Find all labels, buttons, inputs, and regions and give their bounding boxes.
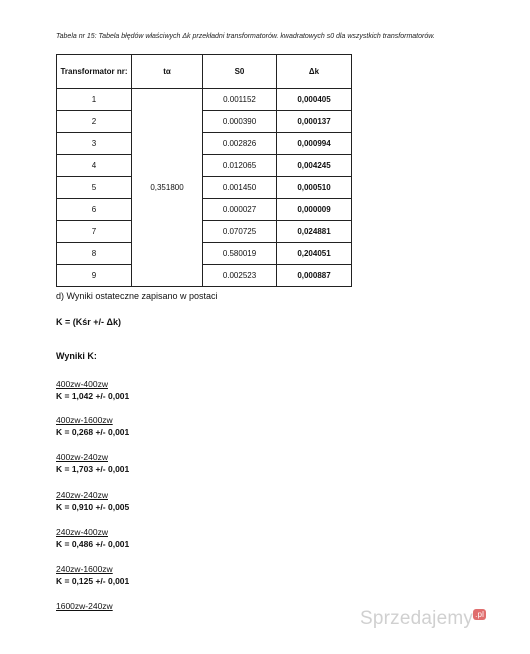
cell-nr: 1	[57, 89, 132, 111]
table-caption: Tabela nr 15: Tabela błędów właściwych Δk przekładni transformatorów. kwadratowych s0 dla wszystkich transformatorów.	[56, 33, 435, 40]
table-header-row	[57, 55, 352, 89]
result-value: K = 0,486 +/- 0,001	[56, 539, 130, 549]
cell-s0: 0.001152	[203, 89, 277, 111]
table-row	[57, 155, 352, 177]
cell-nr: 4	[57, 155, 132, 177]
header-s0: S0	[203, 55, 277, 89]
result-label: 400zw-400zw	[56, 379, 108, 389]
cell-delta-k: 0,000510	[277, 177, 352, 199]
cell-delta-k: 0,000405	[277, 89, 352, 111]
result-label: 1600zw-240zw	[56, 601, 113, 611]
cell-delta-k: 0,000137	[277, 111, 352, 133]
cell-nr: 5	[57, 177, 132, 199]
cell-s0: 0.001450	[203, 177, 277, 199]
table-row	[57, 265, 352, 287]
cell-s0: 0.000390	[203, 111, 277, 133]
table-row	[57, 243, 352, 265]
error-table	[56, 54, 352, 287]
cell-delta-k: 0,000994	[277, 133, 352, 155]
cell-nr: 3	[57, 133, 132, 155]
result-item	[56, 600, 113, 612]
results-heading: Wyniki K:	[56, 351, 97, 361]
result-value: K = 0,910 +/- 0,005	[56, 502, 130, 512]
result-label: 240zw-400zw	[56, 527, 108, 537]
table-row	[57, 89, 352, 111]
cell-s0: 0.012065	[203, 155, 277, 177]
result-item	[56, 563, 129, 587]
cell-nr: 7	[57, 221, 132, 243]
cell-delta-k: 0,024881	[277, 221, 352, 243]
result-value: K = 0,125 +/- 0,001	[56, 576, 130, 586]
result-label: 400zw-1600zw	[56, 415, 113, 425]
cell-nr: 6	[57, 199, 132, 221]
table-row	[57, 133, 352, 155]
result-label: 240zw-240zw	[56, 490, 108, 500]
result-value: K = 1,703 +/- 0,001	[56, 464, 130, 474]
cell-delta-k: 0,004245	[277, 155, 352, 177]
cell-nr: 9	[57, 265, 132, 287]
result-label: 240zw-1600zw	[56, 564, 113, 574]
result-value: K = 1,042 +/- 0,001	[56, 391, 130, 401]
table-row	[57, 177, 352, 199]
result-item	[56, 414, 129, 438]
cell-delta-k: 0,000887	[277, 265, 352, 287]
result-item	[56, 451, 129, 475]
result-value: K = 0,268 +/- 0,001	[56, 427, 130, 437]
cell-s0: 0.070725	[203, 221, 277, 243]
cell-delta-k: 0,204051	[277, 243, 352, 265]
result-item	[56, 378, 129, 402]
result-label: 400zw-240zw	[56, 452, 108, 462]
result-item	[56, 489, 129, 513]
table-row	[57, 199, 352, 221]
cell-s0: 0.000027	[203, 199, 277, 221]
cell-s0: 0.002826	[203, 133, 277, 155]
watermark-text: Sprzedajemy	[360, 608, 474, 629]
result-formula: K = (Kśr +/- Δk)	[56, 317, 121, 327]
cell-nr: 2	[57, 111, 132, 133]
watermark-badge: .pl	[475, 609, 485, 619]
result-item	[56, 526, 129, 550]
watermark-logo	[360, 608, 486, 630]
cell-nr: 8	[57, 243, 132, 265]
cell-delta-k: 0,000009	[277, 199, 352, 221]
cell-t-alpha: 0,351800	[132, 89, 203, 287]
cell-s0: 0.580019	[203, 243, 277, 265]
table-row	[57, 111, 352, 133]
header-transformer: Transformator nr:	[57, 55, 132, 89]
header-t-alpha: tα	[132, 55, 203, 89]
cell-s0: 0.002523	[203, 265, 277, 287]
section-d-text: d) Wyniki ostateczne zapisano w postaci	[56, 291, 218, 301]
table-row	[57, 221, 352, 243]
header-delta-k: Δk	[277, 55, 352, 89]
